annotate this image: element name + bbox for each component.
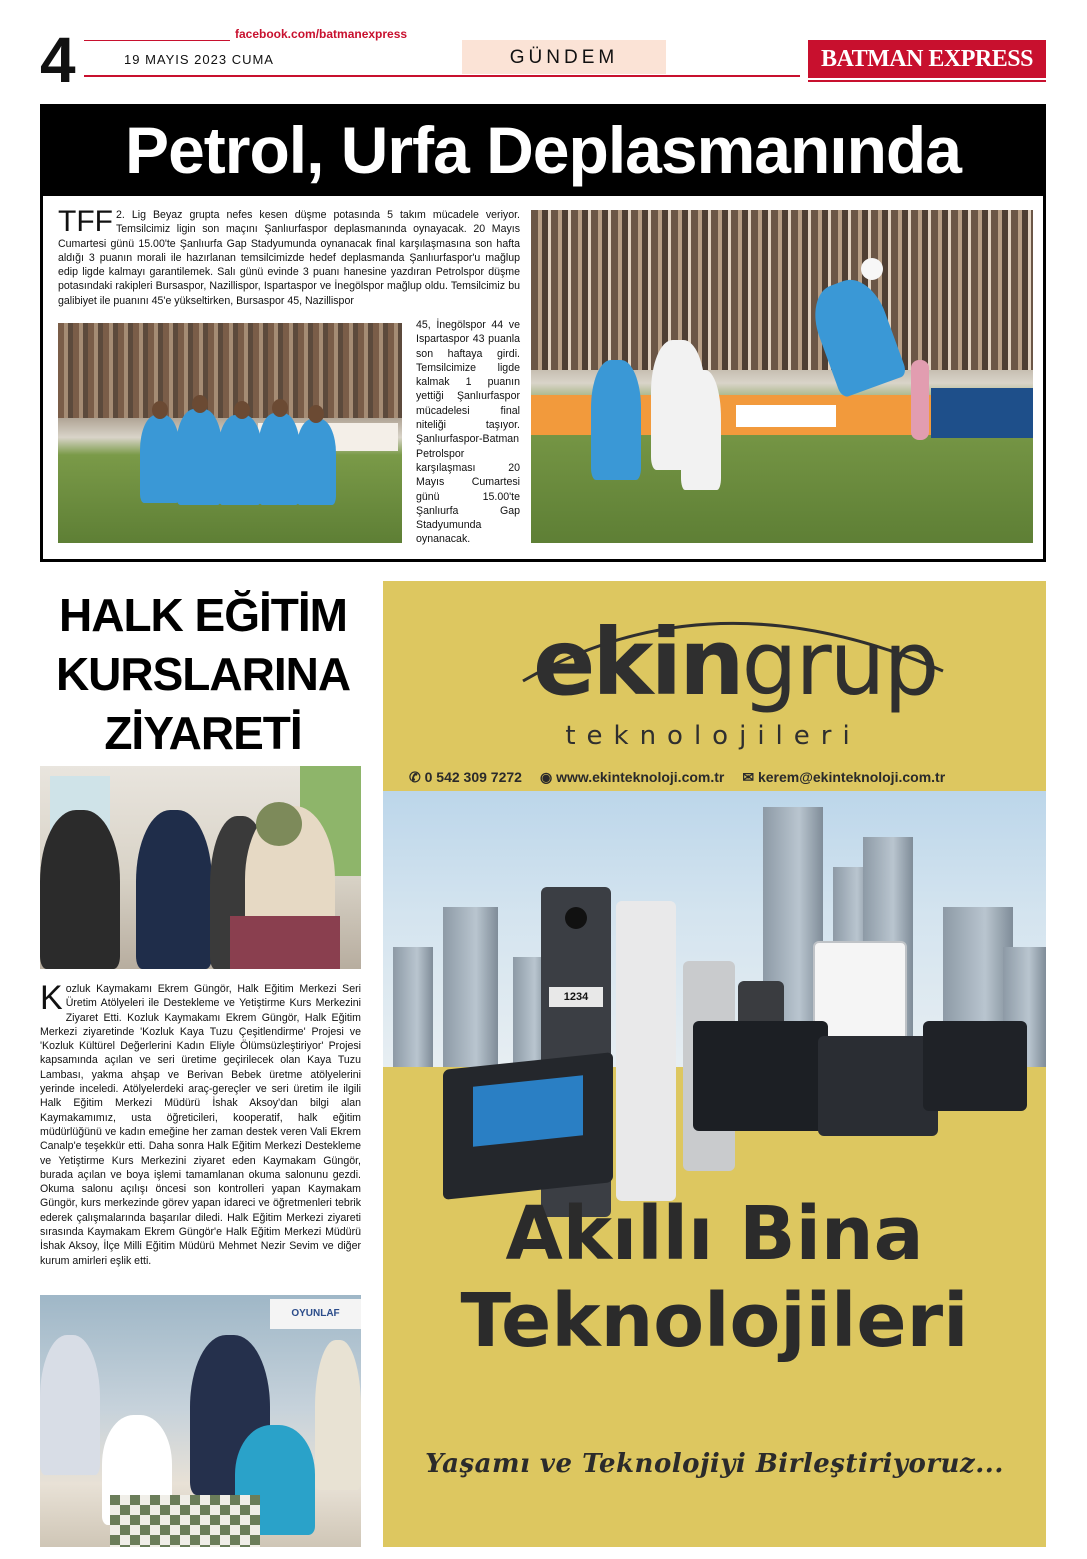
door-panel-device <box>616 901 676 1201</box>
story2-body-text: ozluk Kaymakamı Ekrem Güngör, Halk Eğitim Merkezi Seri Üretim Atölyeleri ile Destekleme ve Yetiştirme Kurs Merkezini Ziyaret Etti. Kozluk Kaymakamı Ekrem Güngör, Halk Eğitim Merkezi ziyaretinde 'Kozluk Kaya Tuzu Çeşitlendirme' Projesi ve 'Kozluk Kültürel Değerlerini Kadın Eliyle Ölümsüzleştiriyor' Projesi kapsamında açılan ve seri üretime geçirilecek olan Kaya Tuzu Lambası, yakma ahşap ve Berivan Bebek üretme atölyelerini yerinde inceledi. Atölyelerdeki araç-gereçler ve seri üretim ile ilgili Halk Eğitim Merkezi Müdürü İshak Aksoy'dan bilgi alan Kaymakamımız, usta öğreticileri, kooperatif, halk eğitim müdürlüğünü ve kadın emeğine her zaman destek veren Vali Ekrem Canalp'e teşekkür etti. Daha sonra Halk Eğitim Merkezi Destekleme ve Yetiştirme Kurs Merkezini ziyaret eden Kaymakam Güngör, burada açılan ve boya işlemi tamamlanan okuma salonunu gezdi. Okuma salonu açılışı öncesi son kontrolleri yapan Kaymakam Güngör, kurs merkezinde görev yapan idareci ve öğretmenleri tebrik ederek çalışmalarında başarılar diledi. Halk Eğitim Merkezi ziyareti sırasında Kaymakam Ekrem Güngör'e Halk Eğitim Merkezi Müdürü İshak Aksoy, İlçe Milli Eğitim Müdürü Mehmet Nezir Sevim ve diğer kurum amirleri eşlik etti. <box>40 983 361 1267</box>
brand-bold: ekin <box>533 609 742 716</box>
person <box>136 810 212 969</box>
room-sign: OYUNLAF <box>270 1299 361 1329</box>
header-underline <box>84 75 800 77</box>
globe-icon: ◉ <box>539 769 557 785</box>
player <box>296 419 336 505</box>
person <box>315 1340 361 1490</box>
crowd <box>531 210 1033 370</box>
website-item[interactable] <box>540 770 724 784</box>
mail-icon: ✉ <box>742 769 758 785</box>
brand-logo <box>533 609 938 716</box>
story2-body <box>40 979 361 1268</box>
player-head <box>272 399 288 417</box>
match-action-photo <box>531 210 1033 543</box>
building <box>443 907 498 1067</box>
story1-headline-bar <box>40 104 1046 196</box>
ad-board <box>931 388 1033 438</box>
email-address: kerem@ekinteknoloji.com.tr <box>757 769 946 785</box>
facebook-link[interactable]: facebook.com/batmanexpress <box>235 27 408 41</box>
camera-lens <box>565 907 587 929</box>
chess-room-photo <box>40 1295 361 1547</box>
logo-text: BATMAN EXPRESS <box>821 46 1033 72</box>
ad-title-line2: Teknolojileri <box>460 1278 969 1365</box>
player <box>258 413 300 505</box>
story2-headline <box>40 586 366 763</box>
website-url: www.ekinteknoloji.com.tr <box>556 769 725 785</box>
phone-icon: ✆ <box>409 769 425 785</box>
player-head <box>192 395 208 413</box>
crowd <box>58 323 402 418</box>
brand-light: grup <box>741 612 938 715</box>
phone-item[interactable] <box>409 770 522 784</box>
player <box>681 370 721 490</box>
email-item[interactable] <box>742 770 945 784</box>
person <box>40 1335 100 1475</box>
player-head <box>308 405 324 423</box>
newspaper-logo[interactable] <box>808 40 1046 78</box>
headscarf <box>256 802 302 846</box>
ad-title <box>383 1191 1046 1366</box>
ad-board <box>736 405 836 427</box>
player-head <box>152 401 168 419</box>
monitor-device <box>923 1021 1027 1111</box>
story2-headline-line3: ZİYARETİ <box>104 706 302 759</box>
story2-dropcap: K <box>40 979 63 1017</box>
referee <box>911 360 929 440</box>
ad-slogan: Yaşamı ve Teknolojiyi Birleştiriyoruz... <box>425 1449 1004 1479</box>
player <box>140 415 180 503</box>
keypad-display: 1234 <box>549 987 603 1007</box>
story1-lead <box>58 205 520 308</box>
monitor-device <box>693 1021 828 1131</box>
device-screen <box>473 1075 583 1147</box>
player <box>218 415 262 505</box>
header-rule <box>84 40 230 41</box>
story1-lead-text: 2. Lig Beyaz grupta nefes kesen düşme potasında 5 takım mücadele veriyor. Temsilcimiz ligin son maçını Şanlıurfaspor deplasmanında oynayacak. 20 Mayıs Cumartesi günü 15.00'te Şanlıurfa Gap Stadyumunda oynanacak final karşılaşmasına son hafta aldığı 3 puanın morali ile hazırlanan temsilcimizde hedef deplasmanda Şanlıurfaspor'u mağlup edip ligde kalmayı garantilemek. Salı günü evinde 3 puanı hanesine yazdıran Petrolspor düşme potasındaki rakipleri Bursaspor, Nazillispor, Ispartaspor ve İnegölspor mağlup oldu. Temsilcimiz bu galibiyet ile puanını 45'e yükseltirken, Bursaspor 45, Nazillispor <box>58 209 520 307</box>
chess-board <box>110 1495 260 1547</box>
story2-headline-line2: KURSLARINA <box>55 647 351 700</box>
team-huddle-photo <box>58 323 402 543</box>
dolls-table <box>230 916 340 969</box>
story1-dropcap: TFF <box>58 205 113 238</box>
building <box>393 947 433 1067</box>
page-number: 4 <box>40 24 76 96</box>
person <box>40 810 120 969</box>
story2-headline-line1: HALK EĞİTİM <box>59 589 347 641</box>
story1-headline: Petrol, Urfa Deplasmanında <box>125 113 961 187</box>
issue-date: 19 MAYIS 2023 CUMA <box>124 52 274 67</box>
brand-subtitle: teknolojileri <box>565 721 861 751</box>
advertisement[interactable] <box>383 581 1046 1547</box>
player <box>591 360 641 480</box>
ad-title-line1: Akıllı Bina <box>505 1191 924 1277</box>
section-label: GÜNDEM <box>462 40 666 74</box>
contact-row <box>409 770 945 784</box>
player <box>176 409 222 505</box>
player-head <box>234 401 250 419</box>
monitor-device <box>818 1036 938 1136</box>
desk-monitor-device <box>443 1052 613 1200</box>
logo-underline <box>808 80 1046 82</box>
workshop-visit-photo <box>40 766 361 969</box>
phone-number: 0 542 309 7272 <box>424 769 522 785</box>
football <box>861 258 883 280</box>
story1-continuation: 45, İnegölspor 44 ve Ispartaspor 43 puanla son haftaya girdi. Temsilcimize ligde kalmak 1 puanın yettiği Şanlıurfaspor mücadelesi final niteliği taşıyor. Şanlıurfaspor-Batman Petrolspor karşılaşması 20 Mayıs Cumartesi günü 15.00'te Şanlıurfa Gap Stadyumunda oynanacak. <box>416 319 520 546</box>
